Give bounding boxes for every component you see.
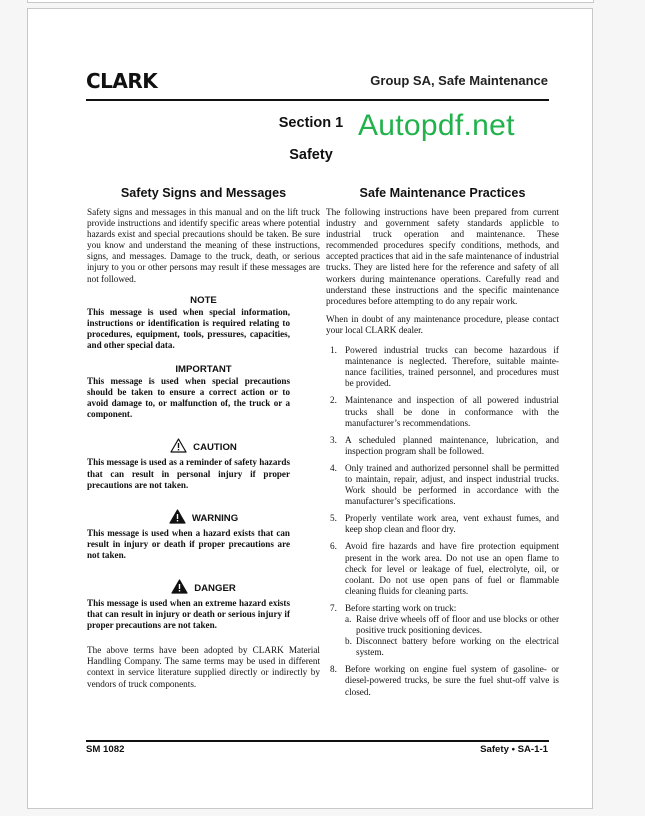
left-intro: Safety signs and messages in this manual and on the lift truck provide instructions and identify specific areas where potential hazards exist and special precautions should be taken. Be sure you know and understand the meaning of these instructions, signs, and messages. Damage to the truck, death, or serious injury to you or other persons may result if these messages are not followed. bbox=[87, 207, 320, 284]
page-reference: Safety • SA-1-1 bbox=[480, 744, 548, 755]
document-page bbox=[27, 8, 593, 809]
item-text: Before starting work on truck: bbox=[345, 602, 457, 613]
right-column bbox=[326, 185, 559, 698]
section-title: Safety bbox=[289, 147, 333, 163]
sub-item-text: Disconnect battery before working on the electrical system. bbox=[356, 636, 559, 658]
message-important bbox=[87, 363, 320, 420]
list-item bbox=[326, 345, 559, 389]
right-intro: The following instructions have been prepared from current industry and government safety standards applicble to industrial truck operation and maintenance. These recommended procedures specify conditions, methods, and accepted practices that aid in the safe maintenance of industrial trucks. They are listed here for the reference and safety of all workers during maintenance operations. Carefully read and understand these instructions and the specific maintenance procedures before attempting to do any repair work. bbox=[326, 207, 559, 306]
danger-triangle-filled-icon bbox=[171, 579, 188, 598]
message-label: CAUTION bbox=[193, 442, 237, 454]
message-danger bbox=[87, 579, 320, 631]
message-caution bbox=[87, 438, 320, 490]
section-number: Section 1 bbox=[278, 115, 344, 131]
message-warning bbox=[87, 509, 320, 561]
sub-item-letter: b. bbox=[345, 636, 352, 647]
sub-list bbox=[345, 614, 559, 658]
list-item bbox=[326, 664, 559, 697]
item-number: 2. bbox=[330, 395, 337, 406]
message-text: This message is used when special precautions should be taken to ensure a correct action or to avoid damage to, or malfunction of, the truck or a component. bbox=[87, 376, 290, 420]
sub-item-letter: a. bbox=[345, 614, 352, 624]
item-text: A scheduled planned maintenance, lubrication, and inspection program shall be followed. bbox=[345, 434, 559, 456]
header-rule bbox=[86, 99, 549, 101]
item-number: 4. bbox=[330, 462, 337, 473]
item-number: 3. bbox=[330, 434, 337, 445]
group-title: Group SA, Safe Maintenance bbox=[370, 73, 548, 88]
left-column bbox=[87, 185, 320, 690]
item-number: 7. bbox=[330, 602, 337, 613]
message-label: WARNING bbox=[191, 512, 239, 524]
item-text: Maintenance and inspection of all powered industrial trucks shall be done in conformance with the manufacturer’s recommendations. bbox=[345, 395, 559, 428]
left-heading: Safety Signs and Messages bbox=[120, 186, 287, 200]
item-number: 8. bbox=[330, 664, 337, 675]
list-item bbox=[326, 603, 559, 658]
footer-rule bbox=[86, 740, 549, 742]
item-number: 6. bbox=[330, 541, 337, 552]
item-text: Avoid fire hazards and have fire protection equipment present in the work area. Do not use an open flame to check for level or leakage of fuel, electrolyte, oil, or coolant. Do not use open pans of fuel or flammable cleaning fluids for cleaning parts. bbox=[345, 541, 559, 596]
item-number: 1. bbox=[330, 345, 337, 356]
sub-list-item bbox=[345, 636, 559, 658]
item-text: Properly ventilate work area, vent exhaust fumes, and keep shop clean and floor dry. bbox=[345, 513, 559, 535]
list-item bbox=[326, 435, 559, 457]
message-text: This message is used when a hazard exists that can result in injury or death if proper precautions are not taken. bbox=[87, 527, 290, 560]
right-heading: Safe Maintenance Practices bbox=[359, 186, 526, 200]
warning-triangle-filled-icon bbox=[169, 509, 186, 528]
left-closing: The above terms have been adopted by CLARK Material Handling Company. The same terms may be used in different context in service literature supplied directly or indirectly by vendors of truck components. bbox=[87, 645, 320, 689]
clark-logo: CLARK bbox=[86, 69, 158, 93]
maintenance-practices-list bbox=[326, 345, 559, 698]
message-label: NOTE bbox=[190, 294, 217, 306]
item-text: Before working on engine fuel system of gasoline- or diesel-powered trucks, be sure the fuel shut-off valve is closed. bbox=[345, 664, 559, 697]
list-item bbox=[326, 513, 559, 535]
previous-page-edge bbox=[27, 0, 594, 3]
sub-item-text: Raise drive wheels off of floor and use blocks or other positive truck positioning devices. bbox=[356, 614, 559, 636]
right-contact: When in doubt of any maintenance procedure, please contact your local CLARK dealer. bbox=[326, 313, 559, 335]
message-label: DANGER bbox=[194, 582, 236, 594]
watermark: Autopdf.net bbox=[358, 109, 515, 142]
sub-list-item bbox=[345, 614, 559, 636]
message-text: This message is used when special information, instructions or identification is required relating to procedures, equipment, tools, pressures, capacities, and other special data. bbox=[87, 306, 290, 350]
list-item bbox=[326, 463, 559, 507]
item-text: Powered industrial trucks can become hazardous if maintenance is neglected. Therefore, suitable mainte-nance facilities, trained personnel, and procedures must be provided. bbox=[345, 345, 559, 389]
message-text: This message is used when an extreme hazard exists that can result in injury or death or serious injury if proper precautions are not taken. bbox=[87, 597, 290, 631]
message-note bbox=[87, 294, 320, 351]
item-text: Only trained and authorized personnel shall be permitted to maintain, repair, adjust, and inspect industrial trucks. Work should be performed in accordance with the manufacturer’s specifications. bbox=[345, 462, 559, 507]
message-label: IMPORTANT bbox=[175, 364, 232, 376]
caution-triangle-outline-icon bbox=[170, 438, 187, 457]
message-text: This message is used as a reminder of safety hazards that can result in personal injury if proper precautions are not taken. bbox=[87, 457, 291, 490]
manual-id: SM 1082 bbox=[86, 744, 125, 755]
list-item bbox=[326, 541, 559, 596]
item-number: 5. bbox=[330, 513, 337, 524]
list-item bbox=[326, 395, 559, 428]
